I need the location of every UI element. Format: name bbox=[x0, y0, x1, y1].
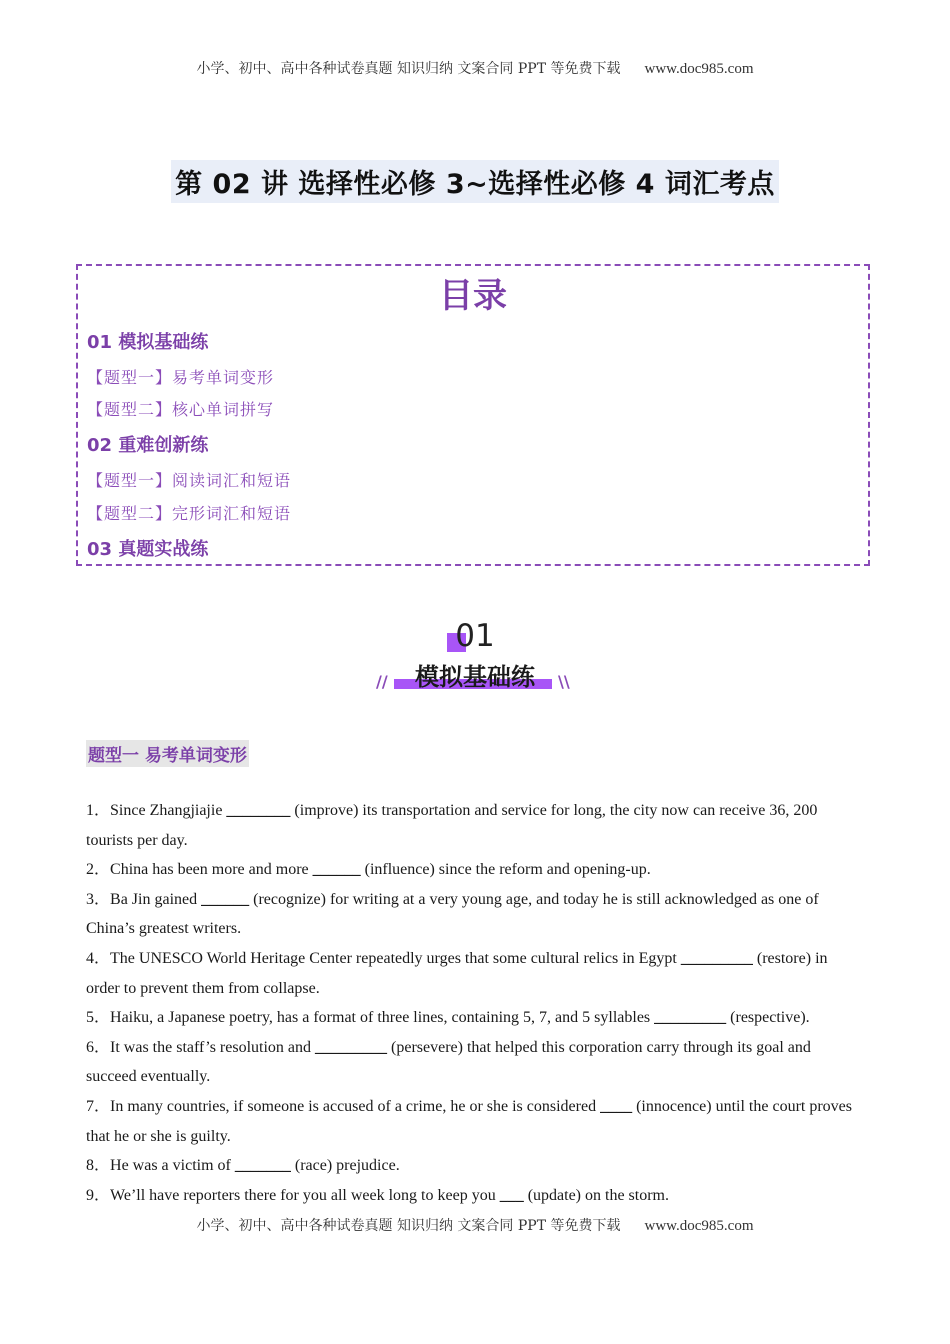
slash-right-decoration: \\ bbox=[558, 672, 570, 691]
question-item: 7．In many countries, if someone is accused of a crime, he or she is considered ____ (innocence) until the court proves that he or she is guilty. bbox=[86, 1097, 852, 1145]
toc-item-section-01[interactable]: 01 模拟基础练 bbox=[87, 332, 209, 353]
toc-item-type-2[interactable]: 【题型二】核心单词拼写 bbox=[87, 400, 275, 419]
question-type-heading: 题型一 易考单词变形 bbox=[86, 740, 249, 767]
answer-blank[interactable]: ______ bbox=[312, 861, 361, 879]
page-header bbox=[0, 58, 950, 78]
answer-blank[interactable]: _________ bbox=[654, 1009, 727, 1027]
toc-item-cloze-vocab[interactable]: 【题型二】完形词汇和短语 bbox=[87, 504, 292, 523]
question-item: 8．He was a victim of _______ (race) prejudice. bbox=[86, 1157, 400, 1175]
answer-blank[interactable]: ________ bbox=[226, 802, 291, 819]
question-item: 4．The UNESCO World Heritage Center repeatedly urges that some cultural relics in Egypt _________ (restore) in order to prevent them from collapse. bbox=[86, 949, 828, 997]
question-item: 6．It was the staff’s resolution and _________ (persevere) that helped this corporation carry through its goal and succeed eventually. bbox=[86, 1038, 811, 1086]
slash-left-decoration: // bbox=[376, 672, 388, 691]
answer-blank[interactable]: _________ bbox=[680, 949, 753, 967]
question-list bbox=[86, 796, 862, 1210]
answer-blank[interactable]: ____ bbox=[600, 1097, 633, 1115]
document-title bbox=[0, 160, 950, 203]
footer-text: 小学、初中、高中各种试卷真题 知识归纳 文案合同 PPT 等免费下载 bbox=[196, 1218, 621, 1234]
document-title-text: 第 02 讲 选择性必修 3~选择性必修 4 词汇考点 bbox=[171, 160, 779, 203]
question-item: 5．Haiku, a Japanese poetry, has a format of three lines, containing 5, 7, and 5 syllables _________ (respective). bbox=[86, 1009, 810, 1027]
section-badge-label: 模拟基础练 bbox=[415, 663, 535, 691]
answer-blank[interactable]: _________ bbox=[315, 1038, 388, 1056]
question-item: 1．Since Zhangjiajie ________ (improve) its transportation and service for long, the city now can receive 36, 200 tourists per day. bbox=[86, 802, 818, 849]
page-footer bbox=[0, 1215, 950, 1235]
toc-item-reading-vocab[interactable]: 【题型一】阅读词汇和短语 bbox=[87, 471, 292, 490]
header-site-link[interactable]: www.doc985.com bbox=[644, 61, 754, 77]
table-of-contents bbox=[76, 264, 870, 566]
answer-blank[interactable]: ___ bbox=[499, 1186, 524, 1204]
toc-heading: 目录 bbox=[439, 276, 507, 316]
footer-site-link[interactable]: www.doc985.com bbox=[644, 1218, 754, 1234]
section-badge-number: 01 bbox=[455, 618, 495, 654]
answer-blank[interactable]: _______ bbox=[234, 1157, 291, 1175]
toc-item-section-03[interactable]: 03 真题实战练 bbox=[87, 539, 209, 560]
question-item: 3．Ba Jin gained ______ (recognize) for writing at a very young age, and today he is still acknowledged as one of China’s greatest writers. bbox=[86, 890, 819, 938]
question-item: 2．China has been more and more ______ (influence) since the reform and opening-up. bbox=[86, 861, 651, 879]
question-item: 9．We’ll have reporters there for you all week long to keep you ___ (update) on the storm. bbox=[86, 1186, 669, 1204]
header-text: 小学、初中、高中各种试卷真题 知识归纳 文案合同 PPT 等免费下载 bbox=[196, 61, 621, 77]
toc-item-section-02[interactable]: 02 重难创新练 bbox=[87, 435, 209, 456]
answer-blank[interactable]: ______ bbox=[201, 890, 250, 908]
toc-item-type-1[interactable]: 【题型一】易考单词变形 bbox=[87, 368, 275, 387]
